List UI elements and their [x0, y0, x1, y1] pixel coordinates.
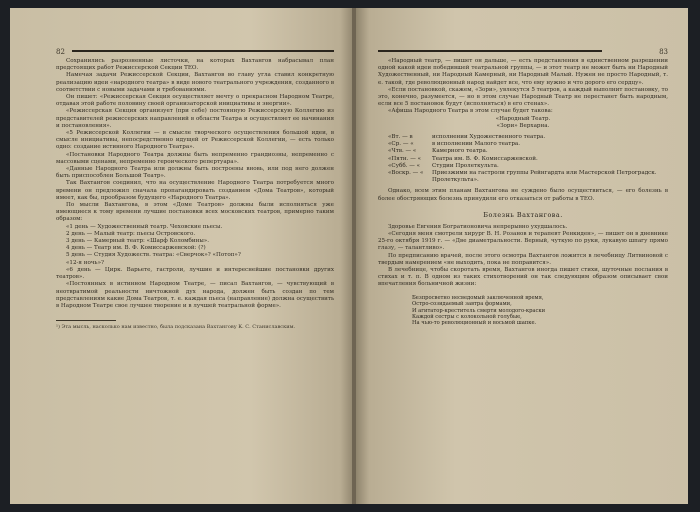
paragraph: Намечая задачи Режиссерской Секции, Вахтангов во главу угла ставил конкретную реализацию идеи «народного театра» в виде нового театрального учреждения, созданного в соответствии с новыми задачами и требованиями.	[56, 72, 334, 93]
left-page-number: 82	[56, 48, 65, 56]
schedule-day: «Вт. — в	[388, 134, 413, 141]
footnote: ¹) Эта мысль, насколько нам известно, была подсказана Вахтангову К. С. Станиславским.	[56, 324, 296, 331]
paragraph: «Зори» Верхарна.	[496, 122, 550, 129]
paragraph: Так Вахтангов соединил, что на осуществление Народного Театра потребуется много времени он предложил сначала пропагандировать созданием «Дома Театров», который имеет, как бы, прообразом будущего «Народного Театра».	[56, 180, 334, 201]
schedule-row	[388, 156, 668, 163]
paragraph: 2 день — Малый театр: пьесы Островского.	[66, 230, 196, 237]
paragraph: 4 день — Театр им. В. Ф. Комиссаржевской: (?)	[66, 245, 206, 252]
paragraph: «Народный Театр.	[495, 115, 551, 122]
verse-block	[412, 295, 668, 327]
schedule-entry: исполнении Художественного театра.	[432, 134, 546, 141]
schedule-day: «Субб. — «	[388, 162, 421, 169]
schedule-row	[388, 134, 668, 141]
schedule-entry: в исполнении Малого театра.	[432, 141, 521, 148]
schedule-entry: Приезжими на гастроли группы Рейнгардта или Мастерской Петроградск. Пролеткульта».	[432, 170, 657, 184]
book-spread	[10, 8, 688, 504]
paragraph: «Народный театр, — пишет он дальше, — есть представления в единственном разрешении одной какой идеи победившей театральной группы, — и этот театр не может быть ни Народный Художественный, ни Народный Камерный, ни Народный Малый. Нужен не просто Народный, т. е. такой, где революционный народ найдет все, что ему нужно и что дорого его сердцу».	[378, 58, 668, 86]
paragraph: «Режиссерская Секция организует (при себе) постоянную Режиссерскую Коллегию из представителей режиссерских направлений в области Театра и осуществляет ее начинания и постановления».	[56, 108, 334, 129]
right-page-number: 83	[659, 48, 668, 56]
schedule-row	[388, 170, 668, 184]
paragraph: «5 Режиссерской Коллегии — в смысле творческого осуществления большой идеи, в смысле инициативы, непосредственно идущей от Режиссерской Коллегии, — есть только одно: создание истинного Народного Театра».	[56, 130, 334, 151]
paragraph: 5 день — Студия Художеств. театра: «Сверчок»? «Потоп»?	[66, 252, 241, 259]
paragraph: «Данные Народного Театра или должны быть построены вновь, или под него должен быть приспособлен Большой Театр».	[56, 166, 334, 180]
verse-line: На чью-то революционный и восьмой шапке.	[412, 320, 537, 327]
schedule-entry: Камерного театра.	[432, 148, 488, 155]
schedule-day: «Воскр. — «	[388, 170, 424, 177]
poster-schedule	[388, 134, 668, 184]
verse-line: Остро-созидаемый завтра формами,	[412, 301, 512, 308]
schedule-row	[388, 141, 668, 148]
verse-line: Каждой сестры с колокольной голубые,	[412, 313, 522, 320]
schedule-day: «Ср. — «	[388, 141, 414, 148]
paragraph: По мысли Вахтангова, в этом «Доме Театров» должны были исполняться уже имеющиеся к тому времени лучшие постановки всех московских театров, примерно таким образом:	[56, 202, 334, 223]
schedule-day: «Пятн. — «	[388, 155, 422, 162]
verse-line: И агитатор-креститель смерти молодого-краски	[412, 307, 546, 314]
left-header-rule	[72, 50, 334, 52]
paragraph: «1 день — Художественный театр. Чеховские пьесы.	[66, 223, 223, 230]
schedule-entry: Студии Пролеткульта.	[432, 162, 499, 169]
verse-line: Безпросветно несведомый заключенной время,	[412, 294, 544, 301]
paragraph: «6 день — Цирк. Варьете, гастроли, лучшие и интереснейшие постановки других театров».	[56, 266, 334, 281]
schedule-row	[388, 163, 668, 170]
paragraph: По предписанию врачей, после этого осмотра Вахтангов ложится в лечебницу Литвиновой с твердым намерением «не выходить, пока не поправится».	[378, 252, 668, 266]
schedule-row	[388, 148, 668, 155]
left-page-text	[56, 58, 334, 310]
paragraph: «Если постановкой, скажем, «Зори», увлекутся 5 театров, а каждый выполнит постановку, то это, конечно, разумеется, — но в этом случае Народный Театр не перестанет быть народным, если все 5 постановок будут (исполняться) в его стенах».	[378, 86, 668, 108]
paragraph: 3 день — Камерный театр: «Шарф Коломбины».	[66, 238, 210, 245]
paragraph: «Постановки Народного Театра должны быть непременно грандиозны, непременно с массовыми сценами, непременно героического репертуара».	[56, 151, 334, 165]
right-page-text	[378, 58, 668, 327]
paragraph: «Афиша Народного Театра в этом случае будет такова:	[388, 108, 553, 115]
paragraph: Здоровье Евгения Богратионовича непрерывно ухудшалось.	[388, 223, 568, 230]
right-header-rule	[378, 50, 602, 52]
schedule-entry: Театра им. В. Ф. Комиссаржевской.	[432, 155, 538, 162]
right-page	[356, 8, 688, 504]
paragraph: Сохранились разрозненные листочки, на которых Вахтангов набрасывал план предстоящих работ Режиссерской Секции ТЕО.	[56, 58, 334, 72]
paragraph: В лечебнице, чтобы скоротать время, Вахтангов иногда пишет стихи, шуточные послания в стихах и т. п. В одном из таких стихотворений он так следующим образом описывает свои впечатления больничной жизни:	[378, 267, 668, 288]
section-heading: Болезнь Вахтангова.	[483, 210, 563, 219]
left-page	[10, 8, 354, 504]
schedule-day: «Чтв. — «	[388, 148, 417, 155]
paragraph: «12-я ночь»?	[66, 259, 104, 266]
paragraph: Однако, всем этим планам Вахтангова не суждено было осуществиться, — его болезнь в более обостряющих болезнь принудили его отказаться от работы в ТЕО.	[378, 188, 668, 202]
paragraph: «Сегодня меня смотрели хирург В. Н. Розанов и терапевт Ренкиден», — пишет он в дневнике 25-го октября 1919 г. — «Две диаметральности. Верный, чуткую по руки, лукавую шпагу прямо глазу, — талантливо».	[378, 231, 668, 252]
paragraph: «Постоянных в истинном Народном Театре, — писал Вахтангов, — чувствующий в неотвратимой реальности ничтожной дух народа, должен быть создан по тем представлениям какие Дома Театров, т. е. каждая пьеса (направление) должна осуществить в Народном Театре свое лучшее творение и в лучшей театральной форме».	[56, 281, 334, 309]
footnote-rule	[56, 320, 116, 321]
paragraph: Он пишет: «Режиссерская Секция осуществляет мечту о прекрасном Народном Театре, отдавая этой работе половину своей организаторской инициативы и энергии».	[56, 94, 334, 108]
